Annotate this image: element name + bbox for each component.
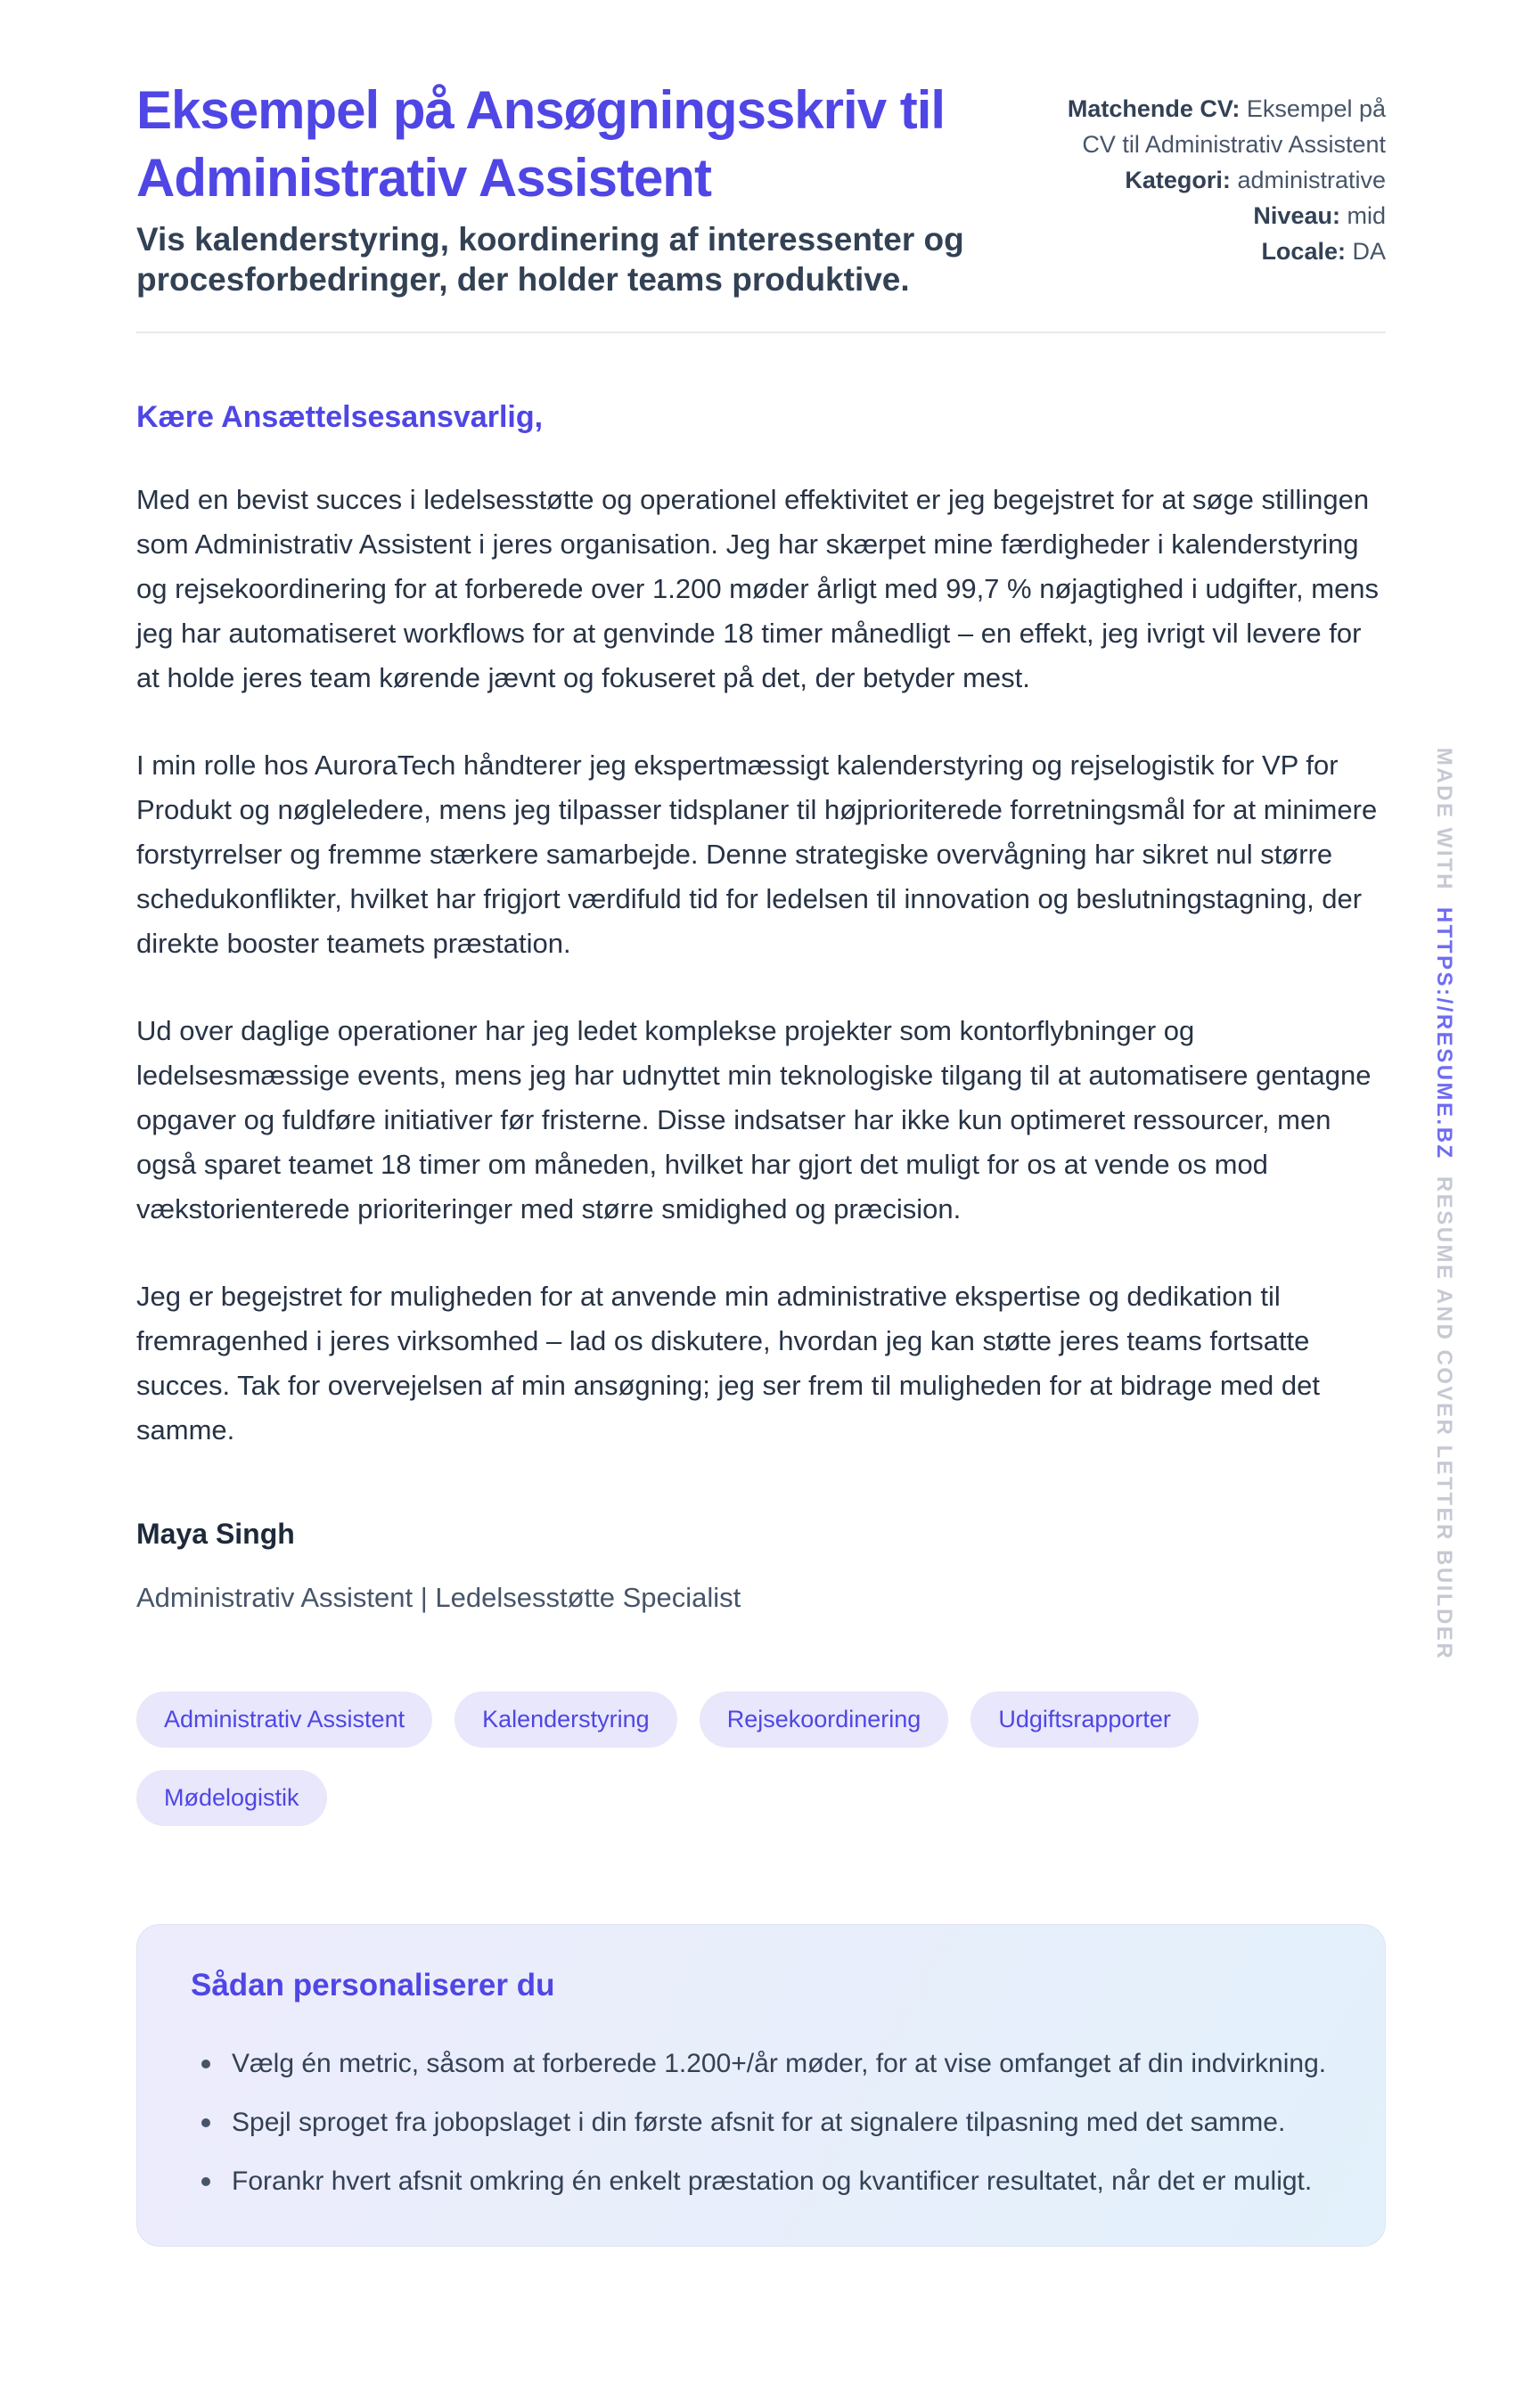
- signature-name: Maya Singh: [136, 1518, 295, 1550]
- meta-label: Niveau:: [1253, 202, 1340, 229]
- tips-heading: Sådan personaliserer du: [191, 1968, 555, 2003]
- resume-bz-link[interactable]: HTTPS://RESUME.BZ: [1432, 907, 1456, 1160]
- branding-suffix: RESUME AND COVER LETTER BUILDER: [1432, 1175, 1456, 1661]
- tag-pill-modelogistik[interactable]: Mødelogistik: [136, 1770, 327, 1826]
- page-content: [136, 77, 1386, 2247]
- branding-sidebar: [1431, 748, 1456, 1660]
- meta-matching-cv: [1054, 91, 1386, 162]
- meta-value: mid: [1347, 202, 1386, 229]
- meta-level: [1054, 198, 1386, 233]
- tag-pill-administrativ-assistent[interactable]: Administrativ Assistent: [136, 1691, 432, 1748]
- tip-item-1: Vælg én metric, såsom at forberede 1.200+/år møder, for at vise omfanget af din indvirkning.: [191, 2041, 1331, 2087]
- branding-prefix: MADE WITH: [1432, 747, 1456, 892]
- tag-pill-udgiftsrapporter[interactable]: Udgiftsrapporter: [970, 1691, 1199, 1748]
- page-title: Eksempel på Ansøgningsskriv til Administrativ Assistent: [136, 80, 946, 208]
- meta-category: [1054, 162, 1386, 198]
- letter-paragraph-2: I min rolle hos AuroraTech håndterer jeg ekspertmæssigt kalenderstyring og rejselogistik for VP for Produkt og nøgleledere, mens jeg tilpasser tidsplaner til højprioriterede forretningsmål for at minimere forstyrrelser og fremme stærkere samarbejde. Denne strategiske overvågning har sikret nul større schedukonflikter, hvilket har frigjort værdifuld tid for ledelsen til innovation og beslutningstagning, der direkte booster teamets præstation.: [136, 749, 1378, 959]
- signature-role: Administrativ Assistent | Ledelsesstøtte Specialist: [136, 1582, 741, 1613]
- tip-item-3: Forankr hvert afsnit omkring én enkelt præstation og kvantificer resultatet, når det er muligt.: [191, 2158, 1331, 2205]
- letter-greeting: Kære Ansættelsesansvarlig,: [136, 400, 544, 434]
- meta-label: Kategori:: [1125, 167, 1231, 193]
- letter-paragraph-1: Med en bevist succes i ledelsesstøtte og operationel effektivitet er jeg begejstret for at søge stillingen som Administrativ Assistent i jeres organisation. Jeg har skærpet mine færdigheder i kalenderstyring og rejsekoordinering for at forberede over 1.200 møder årligt med 99,7 % nøjagtighed i udgifter, mens jeg har automatiseret workflows for at genvinde 18 timer månedligt – en effekt, jeg ivrigt vil levere for at holde jeres team kørende jævnt og fokuseret på det, der betyder mest.: [136, 484, 1380, 693]
- page-header: [136, 77, 1386, 299]
- meta-value: Eksempel på CV til Administrativ Assistent: [1082, 95, 1386, 158]
- tip-item-2: Spejl sproget fra jobopslaget i din første afsnit for at signalere tilpasning med det samme.: [191, 2100, 1331, 2146]
- meta-value: administrative: [1237, 167, 1386, 193]
- tips-list: [191, 2041, 1331, 2205]
- page-subtitle: Vis kalenderstyring, koordinering af interessenter og procesforbedringer, der holder teams produktive.: [136, 221, 964, 298]
- tag-list: [136, 1691, 1386, 1826]
- letter-paragraph-3: Ud over daglige operationer har jeg ledet komplekse projekter som kontorflybninger og ledelsesmæssige events, mens jeg har udnyttet min teknologiske tilgang til at automatisere gentagne opgaver og fuldføre initiativer før fristerne. Disse indsatser har ikke kun optimeret ressourcer, men også sparet teamet 18 timer om måneden, hvilket har gjort det muligt for os at vende os mod vækstorienterede prioriteringer med større smidighed og præcision.: [136, 1015, 1372, 1224]
- meta-label: Matchende CV:: [1067, 95, 1241, 122]
- meta-locale: [1054, 233, 1386, 269]
- letter-paragraph-4: Jeg er begejstret for muligheden for at anvende min administrative ekspertise og dedikation til fremragenhed i jeres virksomhed – lad os diskutere, hvordan jeg kan støtte jeres teams fortsatte succes. Tak for overvejelsen af min ansøgning; jeg ser frem til muligheden for at bidrage med det samme.: [136, 1281, 1320, 1446]
- header-divider: [136, 332, 1386, 333]
- signature-block: [136, 1511, 1386, 1620]
- tag-pill-rejsekoordinering[interactable]: Rejsekoordinering: [700, 1691, 949, 1748]
- cover-letter-body: [136, 397, 1386, 1620]
- header-title-block: [136, 77, 1036, 299]
- meta-panel: [1054, 77, 1386, 269]
- tag-pill-kalenderstyring[interactable]: Kalenderstyring: [454, 1691, 677, 1748]
- personalization-tips-box: [136, 1924, 1386, 2247]
- meta-value: DA: [1352, 238, 1386, 265]
- meta-label: Locale:: [1261, 238, 1346, 265]
